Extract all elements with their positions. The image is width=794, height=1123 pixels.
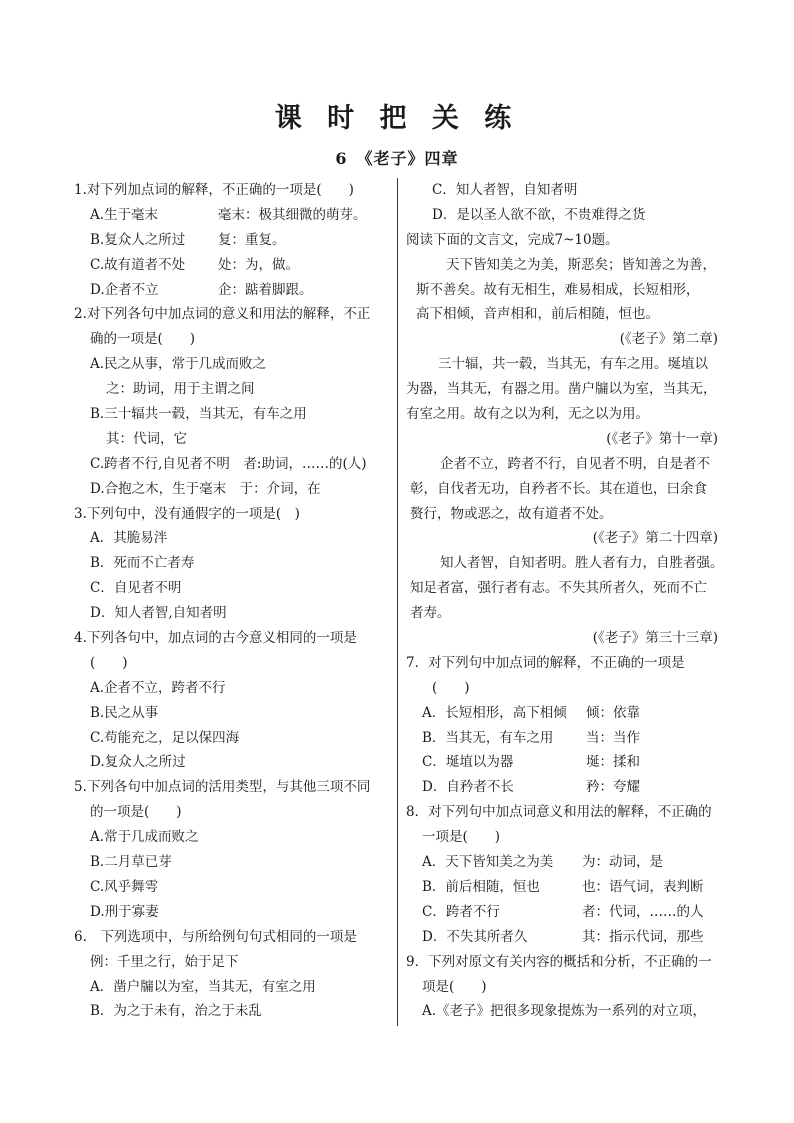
passage-4-line-1: 知人者智，自知者明。胜人者有力，自胜者强。 — [440, 555, 724, 572]
question-8-option-a — [406, 850, 736, 875]
option-sentence: A．天下皆知美之为美 — [422, 854, 554, 871]
question-7-answer-paren: ( ) — [432, 679, 470, 696]
option-explanation: 倾：依靠 — [586, 704, 640, 721]
passage-2-line-2: 为器，当其无，有器之用。凿户牖以为室，当其无， — [406, 381, 717, 398]
passage-3-line-3: 赘行，物或恶之，故有道者不处。 — [410, 505, 613, 522]
question-8-option-d — [406, 925, 736, 950]
question-5-stem: 5.下列各句中加点词的活用类型，与其他三项不同 — [74, 779, 371, 796]
option-explanation: 矜：夸耀 — [586, 779, 640, 796]
question-7-stem: 7．对下列句中加点词的解释，不正确的一项是 — [406, 654, 685, 671]
question-8-option-b — [406, 875, 736, 900]
question-6-option-d: D．是以圣人欲不欲，不贵难得之货 — [432, 206, 646, 223]
question-6-option-a: A．凿户牖以为室，当其无，有室之用 — [90, 978, 316, 995]
question-9-option-a: A.《老子》把很多现象提炼为一系列的对立项， — [422, 1003, 707, 1020]
question-2-option-b: B.三十辐共一毂，当其无，有车之用 — [90, 406, 307, 423]
question-7-option-a — [406, 701, 736, 726]
option-explanation: 处：为，做。 — [218, 256, 299, 273]
option-explanation: 为：动词，是 — [582, 854, 663, 871]
option-sentence: B．前后相随，恒也 — [422, 878, 540, 895]
passage-2-source: (《老子》第十一章) — [606, 430, 718, 447]
question-5-option-b: B.二月草已芽 — [90, 854, 172, 871]
question-2-stem-cont: 确的一项是( ) — [90, 331, 196, 348]
reading-intro: 阅读下面的文言文，完成7~10题。 — [406, 231, 619, 248]
question-4-answer-paren: ( ) — [90, 654, 128, 671]
question-4-option-b: B.民之从事 — [90, 704, 159, 721]
option-sentence: B.复众人之所过 — [90, 231, 186, 248]
option-sentence: B．当其无，有车之用 — [422, 729, 554, 746]
question-2-option-b-explanation: 其：代词，它 — [106, 430, 187, 447]
option-explanation: 毫末：极其细微的萌芽。 — [218, 206, 367, 223]
passage-3-line-2: 彰，自伐者无功，自矜者不长。其在道也，曰余食 — [410, 480, 707, 497]
question-1-option-b — [74, 228, 390, 253]
question-9-stem-cont: 项是( ) — [422, 978, 487, 995]
question-4-option-c: C.苟能充之，足以保四海 — [90, 729, 240, 746]
option-explanation: 企：踮着脚跟。 — [218, 281, 313, 298]
option-explanation: 复：重复。 — [218, 231, 286, 248]
passage-1-line-3: 高下相倾，音声相和，前后相随，恒也。 — [416, 306, 659, 323]
question-4-stem: 4.下列各句中，加点词的古今意义相同的一项是 — [74, 630, 357, 647]
question-5-stem-cont: 的一项是( ) — [90, 804, 182, 821]
right-column — [406, 178, 736, 1024]
question-6-example: 例：千里之行，始于足下 — [90, 953, 239, 970]
question-2-option-d: D.合抱之木，生于毫末 于：介词，在 — [90, 480, 321, 497]
option-sentence: C.故有道者不处 — [90, 256, 186, 273]
passage-3-source: (《老子》第二十四章) — [592, 530, 718, 547]
left-column — [74, 178, 390, 1024]
page-title: 课 时 把 关 练 — [274, 103, 520, 134]
question-4-option-a: A.企者不立，跨者不行 — [90, 679, 226, 696]
option-sentence: D.企者不立 — [90, 281, 159, 298]
question-7-option-b — [406, 726, 736, 751]
question-1-stem: 1.对下列加点词的解释，不正确的一项是( ) — [74, 182, 354, 198]
question-8-stem: 8．对下列句中加点词意义和用法的解释，不正确的 — [406, 804, 712, 821]
question-2-stem: 2.对下列各句中加点词的意义和用法的解释，不正 — [74, 306, 371, 323]
lesson-title: 6 《老子》四章 — [335, 149, 459, 168]
option-sentence: C．跨者不行 — [422, 903, 500, 920]
question-7-option-d — [406, 775, 736, 800]
question-9-stem: 9．下列对原文有关内容的概括和分析，不正确的一 — [406, 953, 712, 970]
question-3-stem: 3.下列句中，没有通假字的一项是( ) — [74, 505, 300, 522]
question-4-option-d: D.复众人之所过 — [90, 754, 186, 771]
question-2-option-c: C.跨者不行,自见者不明 者:助词，……的(人) — [90, 455, 367, 472]
option-explanation: 者：代词，……的人 — [582, 903, 704, 920]
passage-1-line-2: 斯不善矣。故有无相生，难易相成，长短相形， — [416, 281, 700, 298]
option-explanation: 当：当作 — [586, 729, 640, 746]
option-explanation: 埏：揉和 — [586, 754, 640, 771]
question-6-option-c: C．知人者智，自知者明 — [432, 182, 578, 198]
question-5-option-d: D.刑于寡妻 — [90, 903, 159, 920]
passage-3-line-1: 企者不立，跨者不行，自见者不明，自是者不 — [440, 455, 710, 472]
passage-4-source: (《老子》第三十三章) — [592, 630, 718, 647]
question-3-option-a: A．其脆易泮 — [90, 530, 168, 547]
passage-2-line-3: 有室之用。故有之以为利，无之以为用。 — [406, 406, 649, 423]
passage-2-line-1: 三十辐，共一毂，当其无，有车之用。埏埴以 — [438, 356, 708, 373]
passage-1-source: (《老子》第二章) — [619, 331, 718, 348]
passage-4-line-2: 知足者富，强行者有志。不失其所者久，死而不亡 — [410, 580, 707, 597]
question-3-option-c: C．自见者不明 — [90, 580, 182, 597]
column-divider — [397, 178, 398, 1026]
question-8-option-c — [406, 900, 736, 925]
question-1-option-d — [74, 278, 390, 303]
question-6-stem: 6. 下列选项中，与所给例句句式相同的一项是 — [74, 928, 357, 945]
passage-4-line-3: 者寿。 — [410, 605, 451, 622]
question-6-option-b: B．为之于未有，治之于未乱 — [90, 1003, 262, 1020]
question-3-option-b: B．死而不亡者寿 — [90, 555, 195, 572]
option-sentence: A.生于毫末 — [90, 206, 159, 223]
question-2-option-a: A.民之从事，常于几成而败之 — [90, 356, 267, 373]
option-sentence: D．不失其所者久 — [422, 928, 528, 945]
option-explanation: 也：语气词，表判断 — [582, 878, 704, 895]
option-explanation: 其：指示代词，那些 — [582, 928, 704, 945]
question-1-option-c — [74, 253, 390, 278]
passage-1-line-1: 天下皆知美之为美，斯恶矣；皆知善之为善， — [446, 256, 716, 273]
question-2-option-a-explanation: 之：助词，用于主谓之间 — [106, 381, 255, 398]
option-sentence: C．埏埴以为器 — [422, 754, 514, 771]
question-7-option-c — [406, 750, 736, 775]
question-5-option-a: A.常于几成而败之 — [90, 829, 199, 846]
option-sentence: D．自矜者不长 — [422, 779, 514, 796]
question-5-option-c: C.风乎舞雩 — [90, 878, 159, 895]
option-sentence: A．长短相形，高下相倾 — [422, 704, 567, 721]
question-3-option-d: D．知人者智,自知者明 — [90, 605, 227, 622]
question-1-option-a — [74, 203, 390, 228]
question-8-stem-cont: 一项是( ) — [422, 829, 501, 846]
